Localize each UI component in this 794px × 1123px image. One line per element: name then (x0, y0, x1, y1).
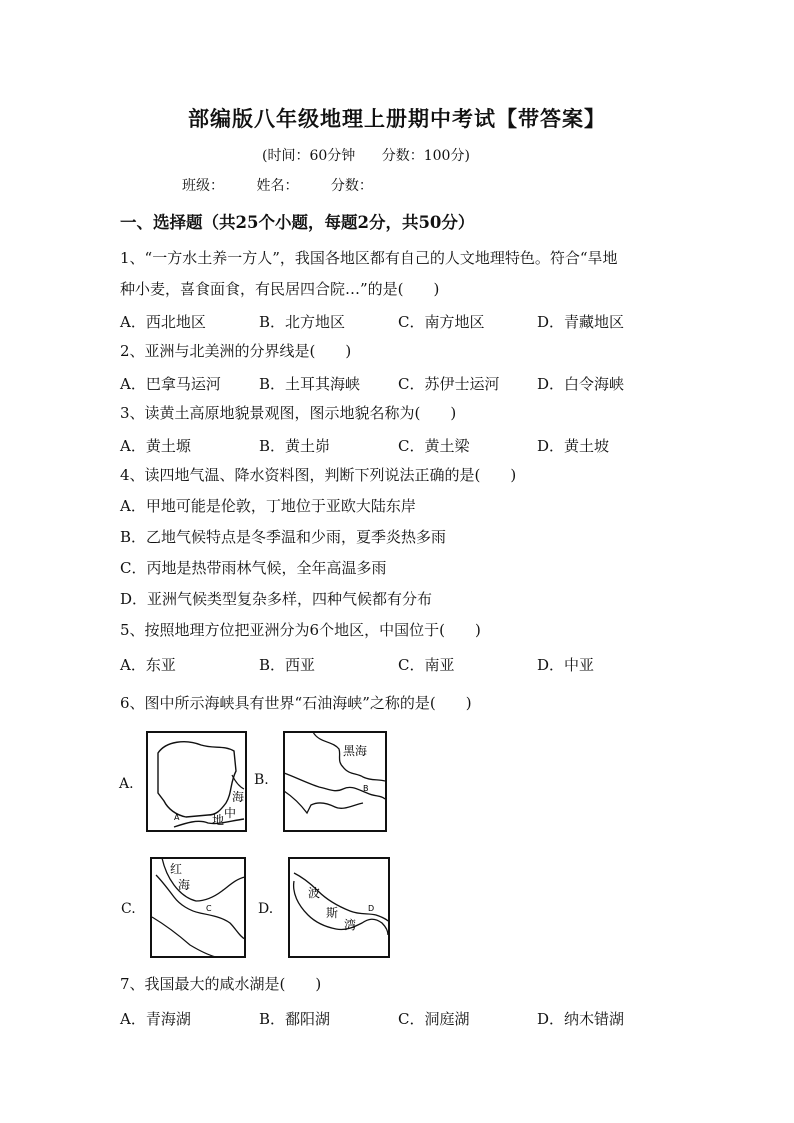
question-3-stem: 3、读黄土高原地貌景观图，图示地貌名称为( ) (120, 404, 457, 422)
option-b: B．黄土峁 (259, 437, 331, 455)
map-a-text-sea: 海 (232, 790, 245, 804)
map-b-marker: B (363, 784, 369, 793)
option-c: C．洞庭湖 (398, 1010, 470, 1028)
option-d: D．纳木错湖 (537, 1010, 625, 1028)
question-1-line-2: 种小麦，喜食面食，有民居四合院…”的是( ) (120, 280, 440, 298)
section-heading: 一、选择题（共25个小题，每题2分，共50分） (120, 213, 475, 232)
map-a-marker: A (174, 813, 180, 822)
map-a-label: A. (119, 776, 134, 792)
question-5-options (120, 654, 676, 675)
question-4-option-a: A．甲地可能是伦敦，丁地位于亚欧大陆东岸 (120, 497, 416, 515)
option-a: A．巴拿马运河 (120, 375, 221, 393)
map-d-label: D. (258, 901, 274, 917)
option-a: A．黄土塬 (120, 437, 191, 455)
option-c: C．南亚 (398, 656, 455, 674)
question-4-stem: 4、读四地气温、降水资料图，判断下列说法正确的是( ) (120, 466, 517, 484)
map-d-text-persian: 波 (308, 886, 321, 900)
student-info (182, 175, 401, 195)
question-6-stem: 6、图中所示海峡具有世界“石油海峡”之称的是( ) (120, 694, 472, 712)
score-field-label: 分数： (330, 178, 373, 194)
map-c-text-red: 红 (170, 862, 183, 876)
option-c: C．黄土梁 (398, 437, 470, 455)
option-a: A．西北地区 (120, 313, 206, 331)
map-c-label: C. (121, 901, 136, 917)
option-b: B．土耳其海峡 (259, 375, 361, 393)
map-d-strait-of-hormuz (288, 857, 390, 958)
question-4-option-d: D．亚洲气候类型复杂多样，四种气候都有分布 (120, 590, 433, 608)
option-b: B．西亚 (259, 656, 316, 674)
question-4-option-c: C．丙地是热带雨林气候，全年高温多雨 (120, 559, 387, 577)
question-2-options (120, 373, 676, 394)
question-3-options (120, 435, 676, 456)
name-field-label: 姓名： (256, 178, 299, 194)
option-c: C．南方地区 (398, 313, 485, 331)
question-4-option-b: B．乙地气候特点是冬季温和少雨，夏季炎热多雨 (120, 528, 447, 546)
class-field-label: 班级： (182, 178, 224, 194)
option-a: A．青海湖 (120, 1010, 191, 1028)
map-b-text-black-sea: 黑海 (343, 744, 368, 758)
map-b-turkish-straits (283, 731, 387, 832)
exam-score: 分数：100分) (381, 148, 470, 164)
map-d-text-gulf-2: 湾 (344, 918, 357, 932)
map-a-strait-of-gibraltar (146, 731, 247, 832)
exam-time: (时间：60分钟 (262, 148, 356, 164)
question-5-stem: 5、按照地理方位把亚洲分为6个地区，中国位于( ) (120, 621, 481, 639)
map-a-text-middle: 中 (224, 806, 237, 820)
option-b: B．北方地区 (259, 313, 346, 331)
question-7-stem: 7、我国最大的咸水湖是( ) (120, 975, 322, 993)
map-c-marker: C (206, 904, 212, 913)
option-d: D．白令海峡 (537, 375, 625, 393)
option-c: C．苏伊士运河 (398, 375, 500, 393)
exam-meta (262, 145, 470, 165)
map-d-text-gulf-1: 斯 (326, 906, 339, 920)
page-title: 部编版八年级地理上册期中考试【带答案】 (188, 106, 606, 131)
map-c-bab-el-mandeb (150, 857, 246, 958)
option-d: D．黄土坡 (537, 437, 610, 455)
option-a: A．东亚 (120, 656, 176, 674)
question-1-options (120, 311, 676, 332)
map-a-text-land: 地 (212, 813, 225, 827)
option-d: D．中亚 (537, 656, 595, 674)
map-c-text-sea: 海 (178, 878, 191, 892)
option-b: B．鄱阳湖 (259, 1010, 331, 1028)
question-1-line-1: 1、“一方水土养一方人”，我国各地区都有自己的人文地理特色。符合“旱地 (120, 249, 618, 267)
map-b-label: B. (254, 772, 269, 788)
question-2-stem: 2、亚洲与北美洲的分界线是( ) (120, 342, 352, 360)
option-d: D．青藏地区 (537, 313, 625, 331)
question-7-options (120, 1008, 676, 1029)
map-d-marker: D (368, 904, 375, 913)
